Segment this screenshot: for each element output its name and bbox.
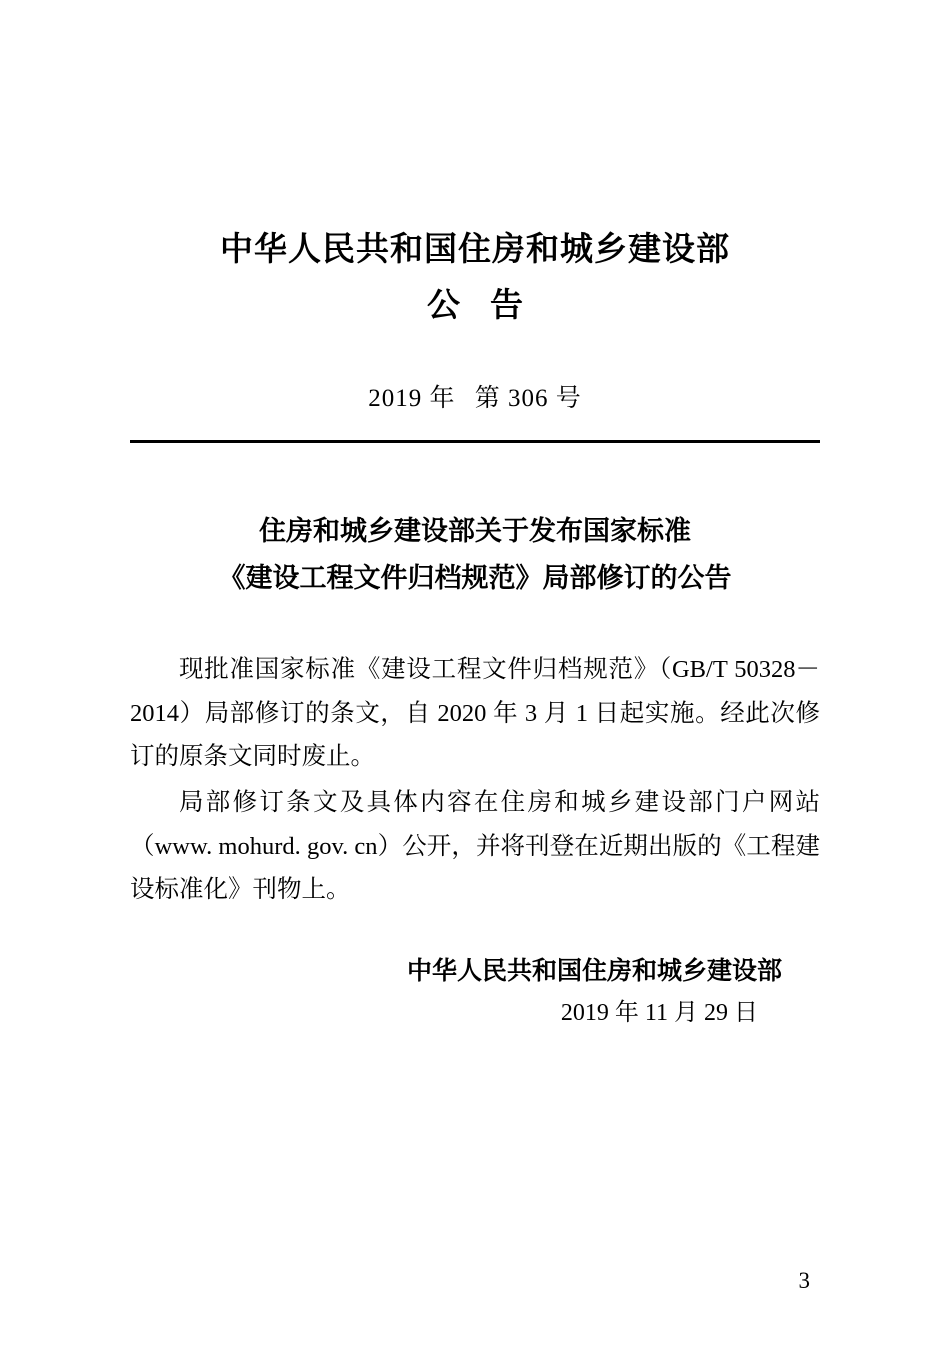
page-title-line-1: 住房和城乡建设部关于发布国家标准 [259, 516, 691, 548]
horizontal-divider [130, 440, 820, 443]
signature-organization: 中华人民共和国住房和城乡建设部 [406, 955, 782, 985]
page-number: 3 [798, 1268, 810, 1293]
signature-block [130, 952, 820, 1031]
document-serial: 第 306 号 [474, 385, 582, 413]
page-title-line-2: 《建设工程文件归档规范》局部修订的公告 [218, 562, 732, 594]
ministry-name: 中华人民共和国住房和城乡建设部 [220, 229, 730, 268]
masthead [130, 228, 820, 326]
announcement-label: 公告 [427, 285, 553, 325]
page-content [130, 0, 820, 1031]
document-number [130, 378, 820, 414]
document-year: 2019 年 [368, 385, 456, 413]
paragraph-2: 局部修订条文及具体内容在住房和城乡建设部门户网站（www. mohurd. gov. cn）公开，并将刊登在近期出版的《工程建设标准化》刊物上。 [130, 788, 820, 904]
paragraph-1: 现批准国家标准《建设工程文件归档规范》（GB/T 50328－2014）局部修订的条文，自 2020 年 3 月 1 日起实施。经此次修订的原条文同时废止。 [130, 656, 820, 771]
signature-date: 2019 年 11 月 29 日 [560, 1000, 758, 1027]
page-title [130, 509, 820, 602]
body-text [130, 648, 820, 912]
